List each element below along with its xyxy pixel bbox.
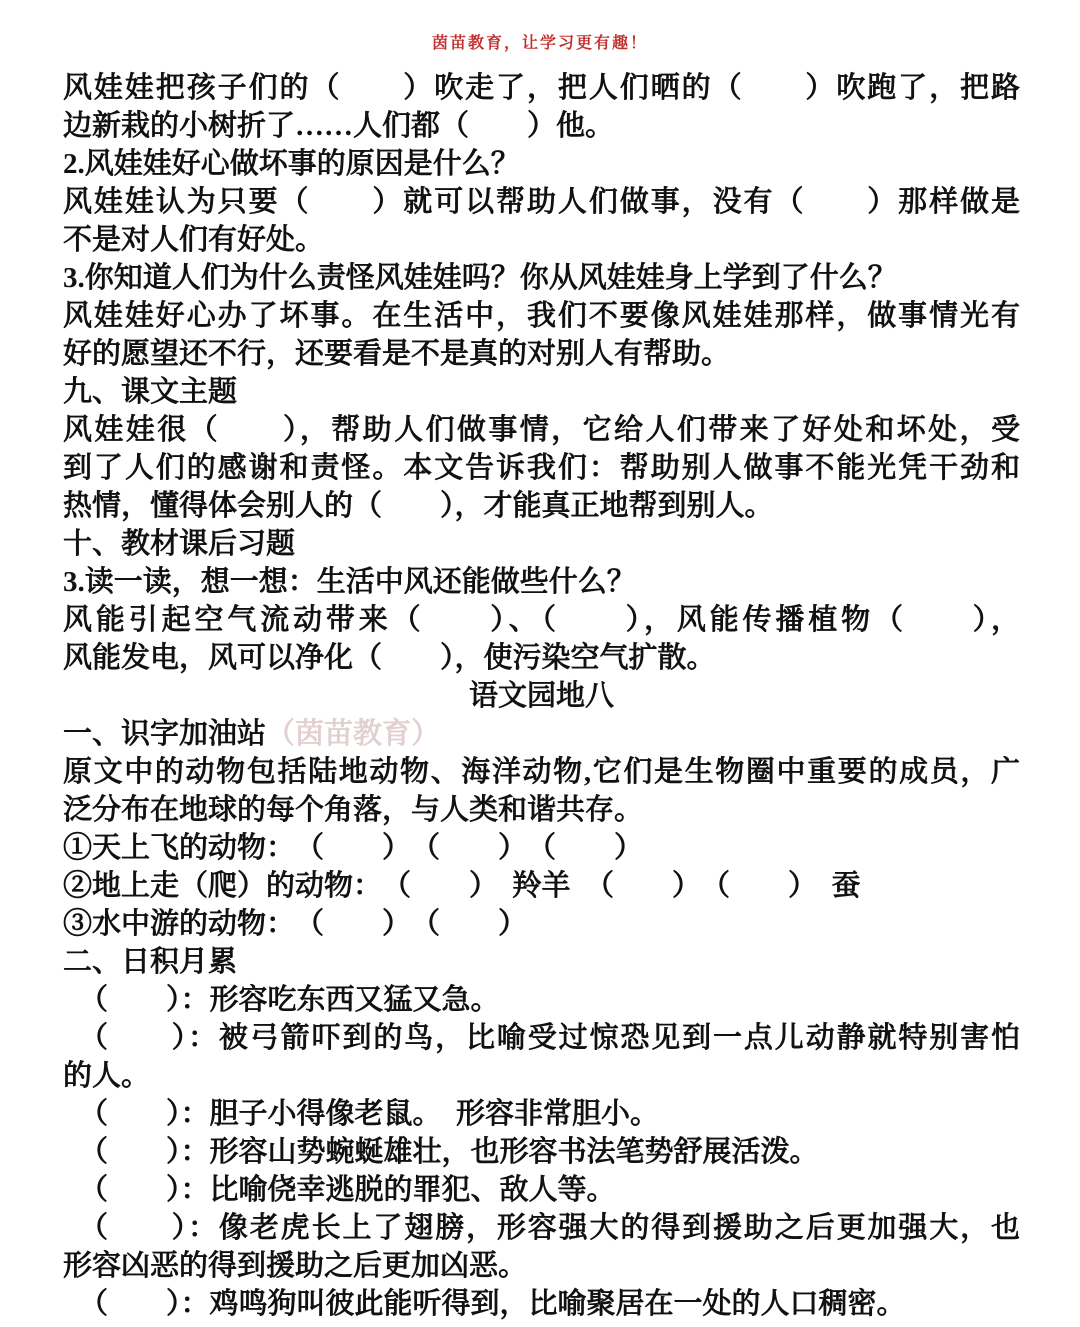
section-heading-label: 一、识字加油站: [63, 718, 267, 750]
text-line: 风娃娃很（ ），帮助人们做事情，它给人们带来了好处和坏处，受: [63, 414, 1020, 446]
list-item: ②地上走（爬）的动物： （ ） 羚羊 （ ） （ ） 蚕: [63, 870, 861, 902]
text-line: 风娃娃把孩子们的（ ）吹走了，把人们晒的（ ）吹跑了，把路: [63, 72, 1020, 104]
text-line: 的人。: [63, 1060, 151, 1092]
text-line: 风娃娃好心办了坏事。在生活中，我们不要像风娃娃那样，做事情光有: [63, 300, 1020, 332]
text-line: 到了人们的感谢和责怪。本文告诉我们：帮助别人做事不能光凭干劲和: [63, 452, 1020, 484]
idiom-definition-line: （ ）：形容吃东西又猛又急。: [79, 984, 500, 1016]
section-heading: [63, 715, 1020, 753]
document-body: [0, 69, 1080, 1323]
question-line: 2.风娃娃好心做坏事的原因是什么？: [63, 148, 520, 180]
text-line: 风娃娃认为只要（ ）就可以帮助人们做事，没有（ ）那样做是: [63, 186, 1020, 218]
idiom-definition-line: （ ）：比喻侥幸逃脱的罪犯、敌人等。: [79, 1174, 616, 1206]
text-line: 热情，懂得体会别人的（ ），才能真正地帮到别人。: [63, 490, 774, 522]
worksheet-page: [0, 30, 1080, 1327]
section-heading: 十、教材课后习题: [63, 528, 296, 560]
page-section-title: 语文园地八: [468, 680, 614, 712]
brand-watermark: （茵苗教育）: [266, 718, 441, 750]
question-line: 3.你知道人们为什么责怪风娃娃吗？你从风娃娃身上学到了什么？: [63, 262, 897, 294]
text-line: 好的愿望还不行，还要看是不是真的对别人有帮助。: [63, 338, 731, 370]
idiom-definition-line: （ ）：被弓箭吓到的鸟，比喻受过惊恐见到一点儿动静就特别害怕: [79, 1022, 1020, 1054]
idiom-definition-line-cutoff: （ ）：鸡鸣狗叫彼此能听得到，比喻聚居在一处的人口稠密。: [79, 1288, 906, 1320]
text-line: 原文中的动物包括陆地动物、海洋动物,它们是生物圈中重要的成员，广: [63, 756, 1020, 788]
idiom-definition-line: （ ）：胆子小得像老鼠。 形容非常胆小。: [79, 1098, 660, 1130]
question-line: 3.读一读，想一想：生活中风还能做些什么？: [63, 566, 636, 598]
list-item: ③水中游的动物： （ ） （ ）: [63, 908, 528, 940]
text-line: 边新栽的小树折了……人们都（ ）他。: [63, 110, 615, 142]
text-line: 泛分布在地球的每个角落，与人类和谐共存。: [63, 794, 644, 826]
text-line: 形容凶恶的得到援助之后更加凶恶。: [63, 1250, 528, 1282]
brand-slogan: 茵苗教育，让学习更有趣！: [431, 35, 648, 52]
text-line: 不是对人们有好处。: [63, 224, 325, 256]
text-line: 风能发电，风可以净化（ ），使污染空气扩散。: [63, 642, 716, 674]
text-line: 风能引起空气流动带来（ ）、（ ），风能传播植物（ ），: [63, 604, 1020, 636]
list-item: ①天上飞的动物： （ ） （ ） （ ）: [63, 832, 644, 864]
idiom-definition-line: （ ）：像老虎长上了翅膀，形容强大的得到援助之后更加强大，也: [79, 1212, 1020, 1244]
section-heading: 二、日积月累: [63, 946, 238, 978]
idiom-definition-line: （ ）：形容山势蜿蜒雄壮，也形容书法笔势舒展活泼。: [79, 1136, 819, 1168]
section-heading: 九、课文主题: [63, 376, 238, 408]
